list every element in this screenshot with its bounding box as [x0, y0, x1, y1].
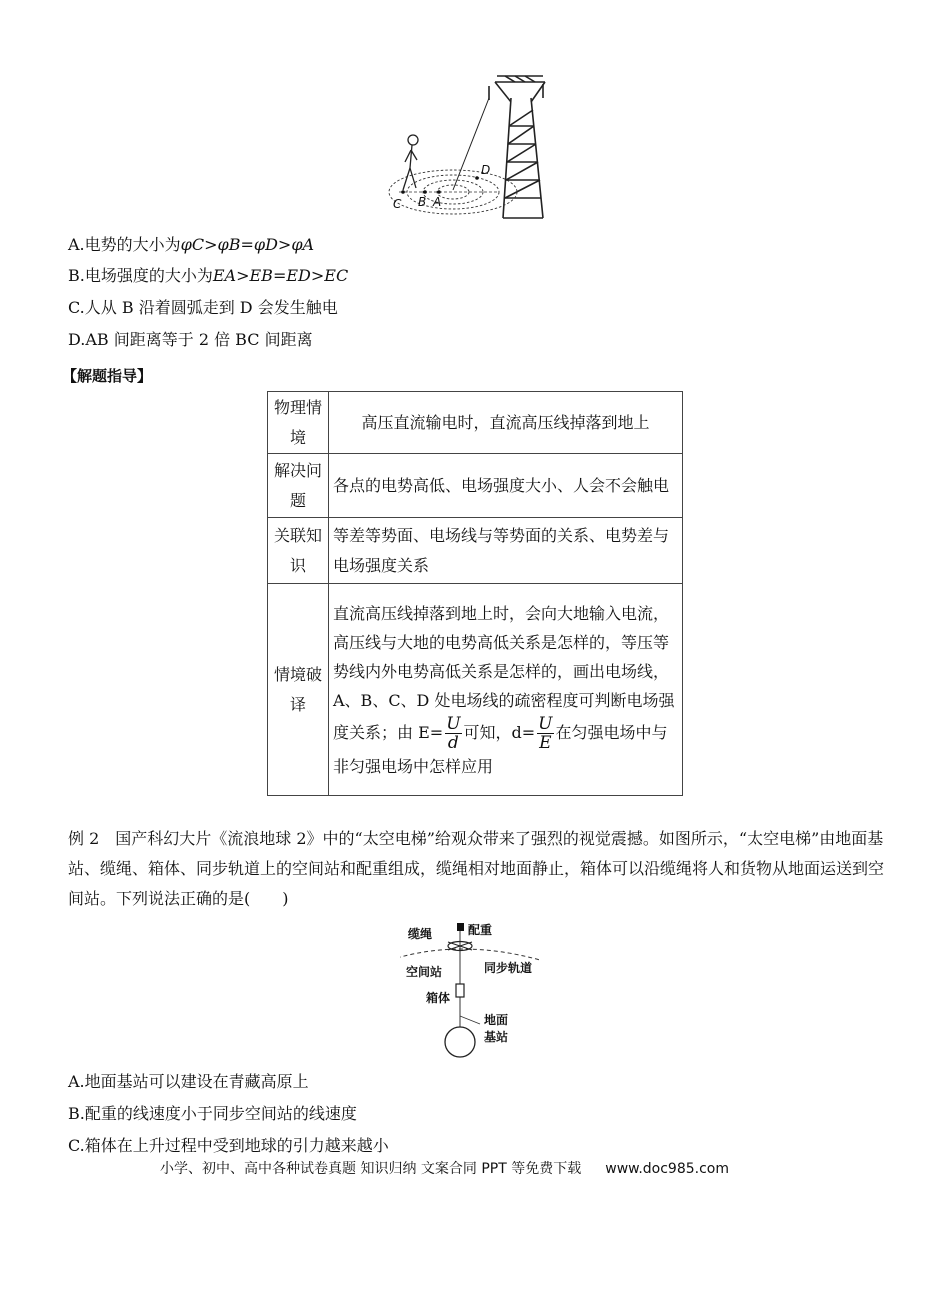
guide-table — [267, 391, 683, 796]
q2-option-c: C.箱体在上升过程中受到地球的引力越来越小 — [68, 1136, 389, 1155]
table-row — [268, 454, 683, 518]
option-b-expr: EA>EB=ED>EC — [212, 266, 349, 285]
label-orbit: 同步轨道 — [484, 961, 533, 975]
orbit-arc — [400, 949, 540, 960]
option-a: A.电势的大小为φC>φB=φD>φA — [68, 235, 315, 254]
row-value: 等差等势面、电场线与等势面的关系、电势差与电场强度关系 — [329, 518, 683, 584]
label-station: 空间站 — [406, 965, 443, 979]
guide-heading: 【解题指导】 — [62, 367, 153, 385]
table-row — [268, 518, 683, 584]
counterweight-block — [457, 923, 464, 931]
footer — [160, 1158, 729, 1178]
footer-text: 小学、初中、高中各种试卷真题 知识归纳 文案合同 PPT 等免费下载 — [160, 1161, 582, 1177]
option-a-expr: φC>φB=φD>φA — [180, 235, 315, 254]
equipotential-circles — [389, 170, 517, 214]
fraction-u-over-d: $\frac{U}{d}$ — [446, 713, 461, 753]
table-row — [268, 584, 683, 796]
label-a: A — [433, 195, 442, 209]
option-c: C.人从 B 沿着圆弧走到 D 会发生触电 — [68, 298, 338, 317]
figure-space-elevator — [400, 920, 550, 1060]
option-d: D.AB 间距离等于 2 倍 BC 间距离 — [68, 330, 313, 349]
example-2-text: 例 2 国产科幻大片《流浪地球 2》中的“太空电梯”给观众带来了强烈的视觉震撼。如图所示，“太空电梯”由地面基站、缆绳、箱体、同步轨道上的空间站和配重组成，缆绳相对地面静止，箱体可以沿缆绳将人和货物从地面运送到空间站。下列说法正确的是( ) — [68, 829, 885, 908]
label-b: B — [418, 195, 427, 209]
row-key: 关联知识 — [268, 518, 329, 584]
row-value: 各点的电势高低、电场强度大小、人会不会触电 — [329, 454, 683, 518]
elevator-box — [456, 984, 464, 997]
fraction-u-over-e: $\frac{U}{E}$ — [538, 713, 553, 753]
row-key: 物理情境 — [268, 392, 329, 454]
figure-power-line — [385, 68, 565, 220]
table-row — [268, 392, 683, 454]
row-key: 解决问题 — [268, 454, 329, 518]
option-b: B.电场强度的大小为EA>EB=ED>EC — [68, 266, 349, 285]
label-cable: 缆绳 — [408, 927, 433, 941]
label-box: 箱体 — [426, 991, 451, 1005]
label-d: D — [481, 163, 491, 177]
label-base-1: 地面 — [484, 1013, 509, 1027]
earth-circle — [445, 1027, 475, 1057]
row-value: 高压直流输电时，直流高压线掉落到地上 — [329, 392, 683, 454]
row-value: 直流高压线掉落到地上时，会向大地输入电流，高压线与大地的电势高低关系是怎样的，等压等势线内外电势高低关系是怎样的，画出电场线，A、B、C、D 处电场线的疏密程度可判断电场强度关系；由 E= $\frac{U}{d}$ 可知，d= $\frac{U}{E}$ 在匀强电场中与非匀强电场中怎样应用 — [329, 584, 683, 796]
label-c: C — [393, 197, 402, 211]
label-base-2: 基站 — [484, 1030, 509, 1044]
footer-link[interactable]: www.doc985.com — [605, 1161, 729, 1177]
q2-option-a: A.地面基站可以建设在青藏高原上 — [68, 1072, 309, 1091]
q2-option-b: B.配重的线速度小于同步空间站的线速度 — [68, 1104, 357, 1123]
row-key: 情境破译 — [268, 584, 329, 796]
label-counterweight: 配重 — [468, 923, 493, 937]
